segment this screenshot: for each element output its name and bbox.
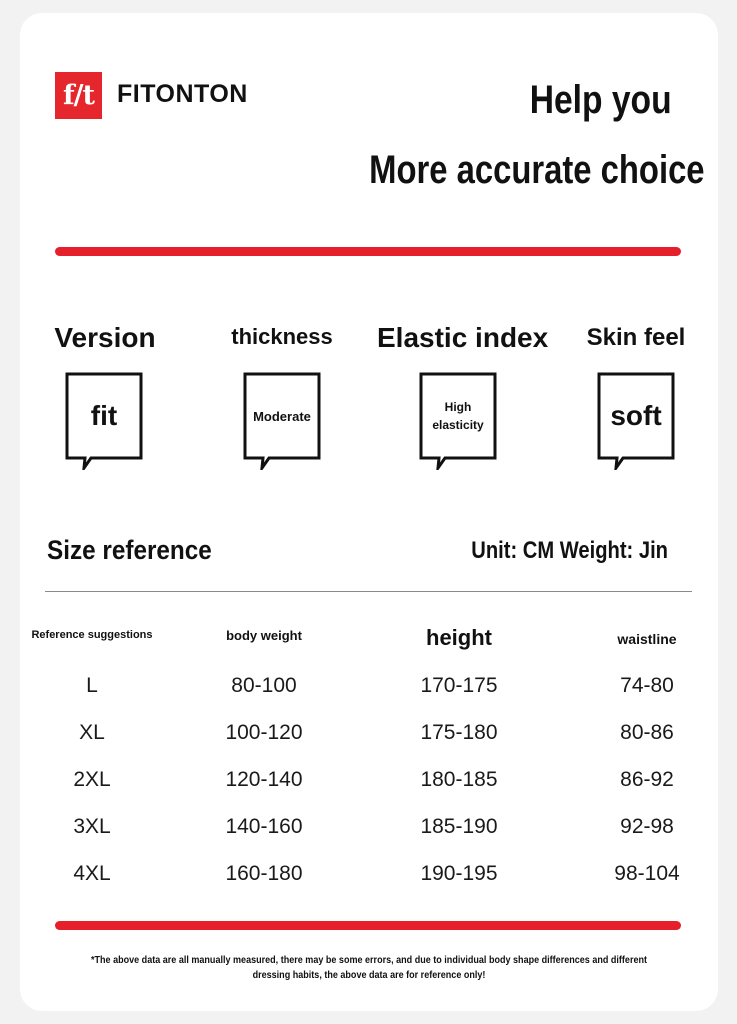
table-cell-size: XL <box>79 721 105 744</box>
table-cell-size: 2XL <box>73 768 111 791</box>
col-header-body-weight: body weight <box>226 628 302 643</box>
col-header-reference: Reference suggestions <box>31 629 153 641</box>
attr-label-version: Version <box>54 322 156 353</box>
attr-label-elastic-index: Elastic index <box>377 322 549 353</box>
footnote: *The above data are all manually measured, there may be some errors, and due to individual body shape differences and different dressing habits, the above data are for reference only! <box>90 954 648 981</box>
size-reference-title: Size reference <box>47 535 212 565</box>
attr-bubble-elastic-index <box>419 372 497 460</box>
attr-value-version: fit <box>90 400 118 431</box>
table-cell-waistline: 86-92 <box>620 768 674 791</box>
table-cell-waistline: 92-98 <box>620 815 674 838</box>
attr-bubble-thickness <box>243 372 321 460</box>
attr-label-skin-feel: Skin feel <box>586 324 686 351</box>
table-cell-weight: 80-100 <box>231 674 297 697</box>
attr-value-skin-feel: soft <box>610 400 662 431</box>
top-red-divider <box>55 247 681 256</box>
table-cell-size: L <box>86 674 98 697</box>
table-cell-weight: 160-180 <box>225 862 303 885</box>
table-cell-weight: 120-140 <box>225 768 303 791</box>
table-cell-height: 185-190 <box>420 815 498 838</box>
table-cell-height: 175-180 <box>420 721 498 744</box>
table-cell-size: 4XL <box>73 862 111 885</box>
attr-bubble-skin-feel <box>597 372 675 460</box>
headline-line-1: Help you <box>529 78 672 122</box>
col-header-waistline: waistline <box>617 631 677 647</box>
table-cell-weight: 140-160 <box>225 815 303 838</box>
table-cell-size: 3XL <box>73 815 111 838</box>
table-cell-height: 180-185 <box>420 768 498 791</box>
table-cell-height: 170-175 <box>420 674 498 697</box>
table-cell-weight: 100-120 <box>225 721 303 744</box>
table-cell-waistline: 74-80 <box>620 674 674 697</box>
brand-name: FITONTON <box>117 80 248 108</box>
attr-value-thickness: Moderate <box>253 408 311 424</box>
attr-value-elastic-index: High elasticity <box>432 400 484 432</box>
table-cell-height: 190-195 <box>420 862 498 885</box>
bottom-red-divider <box>55 921 681 930</box>
unit-label: Unit: CM Weight: Jin <box>471 537 668 564</box>
table-cell-waistline: 98-104 <box>614 862 680 885</box>
attr-bubble-version <box>65 372 143 460</box>
headline-line-2: More accurate choice <box>369 148 705 192</box>
section-rule <box>45 591 692 592</box>
col-header-height: height <box>426 625 492 650</box>
attr-label-thickness: thickness <box>231 324 333 349</box>
table-cell-waistline: 80-86 <box>620 721 674 744</box>
brand-logo: f/t <box>55 72 102 119</box>
